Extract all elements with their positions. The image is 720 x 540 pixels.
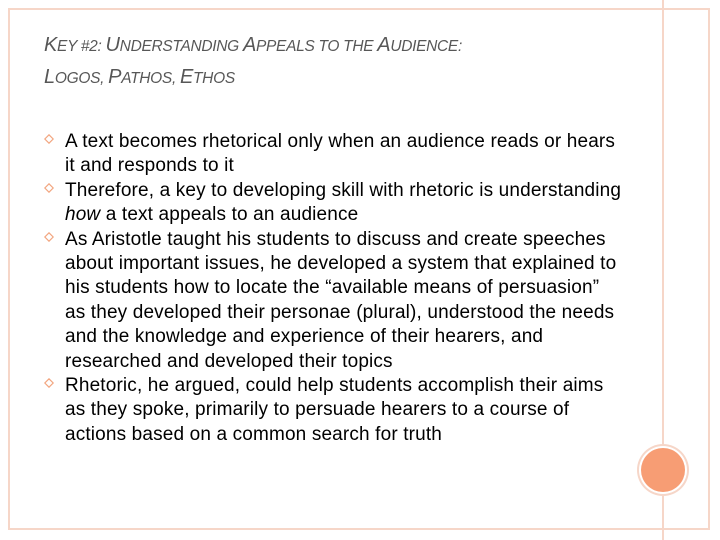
accent-circle-decoration	[641, 448, 685, 492]
bullet-text: As Aristotle taught his students to discuss and create speeches about important issues, he developed a system that explained to his students how to locate the “available means of persuasion” as they developed their personae (plural), understood the needs and the knowledge and experience of their hearers, and researched and developed their topics	[65, 228, 617, 372]
emphasis-text: how	[65, 204, 101, 226]
bullet-item	[44, 179, 624, 228]
title-word: PATHOS,	[108, 66, 180, 88]
title-word: LOGOS,	[44, 66, 109, 88]
title-line-2	[44, 62, 664, 94]
bullet-item	[44, 374, 624, 447]
title-word: AUDIENCE:	[377, 34, 462, 56]
bullet-list	[44, 130, 624, 447]
title-word: APPEALS TO THE	[242, 34, 378, 56]
slide-title	[44, 30, 664, 94]
title-word: ETHOS	[179, 66, 235, 88]
outline-diamond-icon	[44, 183, 54, 193]
title-word: KEY #2:	[44, 34, 106, 56]
bullet-text: Therefore, a key to developing skill with rhetoric is understanding how a text appeals to an audience	[65, 179, 622, 226]
bullet-text: Rhetoric, he argued, could help students accomplish their aims as they spoke, primarily to persuade hearers to a course of actions based on a common search for truth	[65, 375, 604, 445]
bullet-item	[44, 228, 624, 374]
title-line-1	[44, 30, 664, 62]
outline-diamond-icon	[44, 232, 54, 242]
bullet-text: A text becomes rhetorical only when an audience reads or hears it and responds to it	[65, 131, 616, 177]
bullet-item	[44, 130, 624, 179]
outline-diamond-icon	[44, 378, 54, 388]
outline-diamond-icon	[44, 134, 54, 144]
title-word: UNDERSTANDING	[105, 34, 243, 56]
